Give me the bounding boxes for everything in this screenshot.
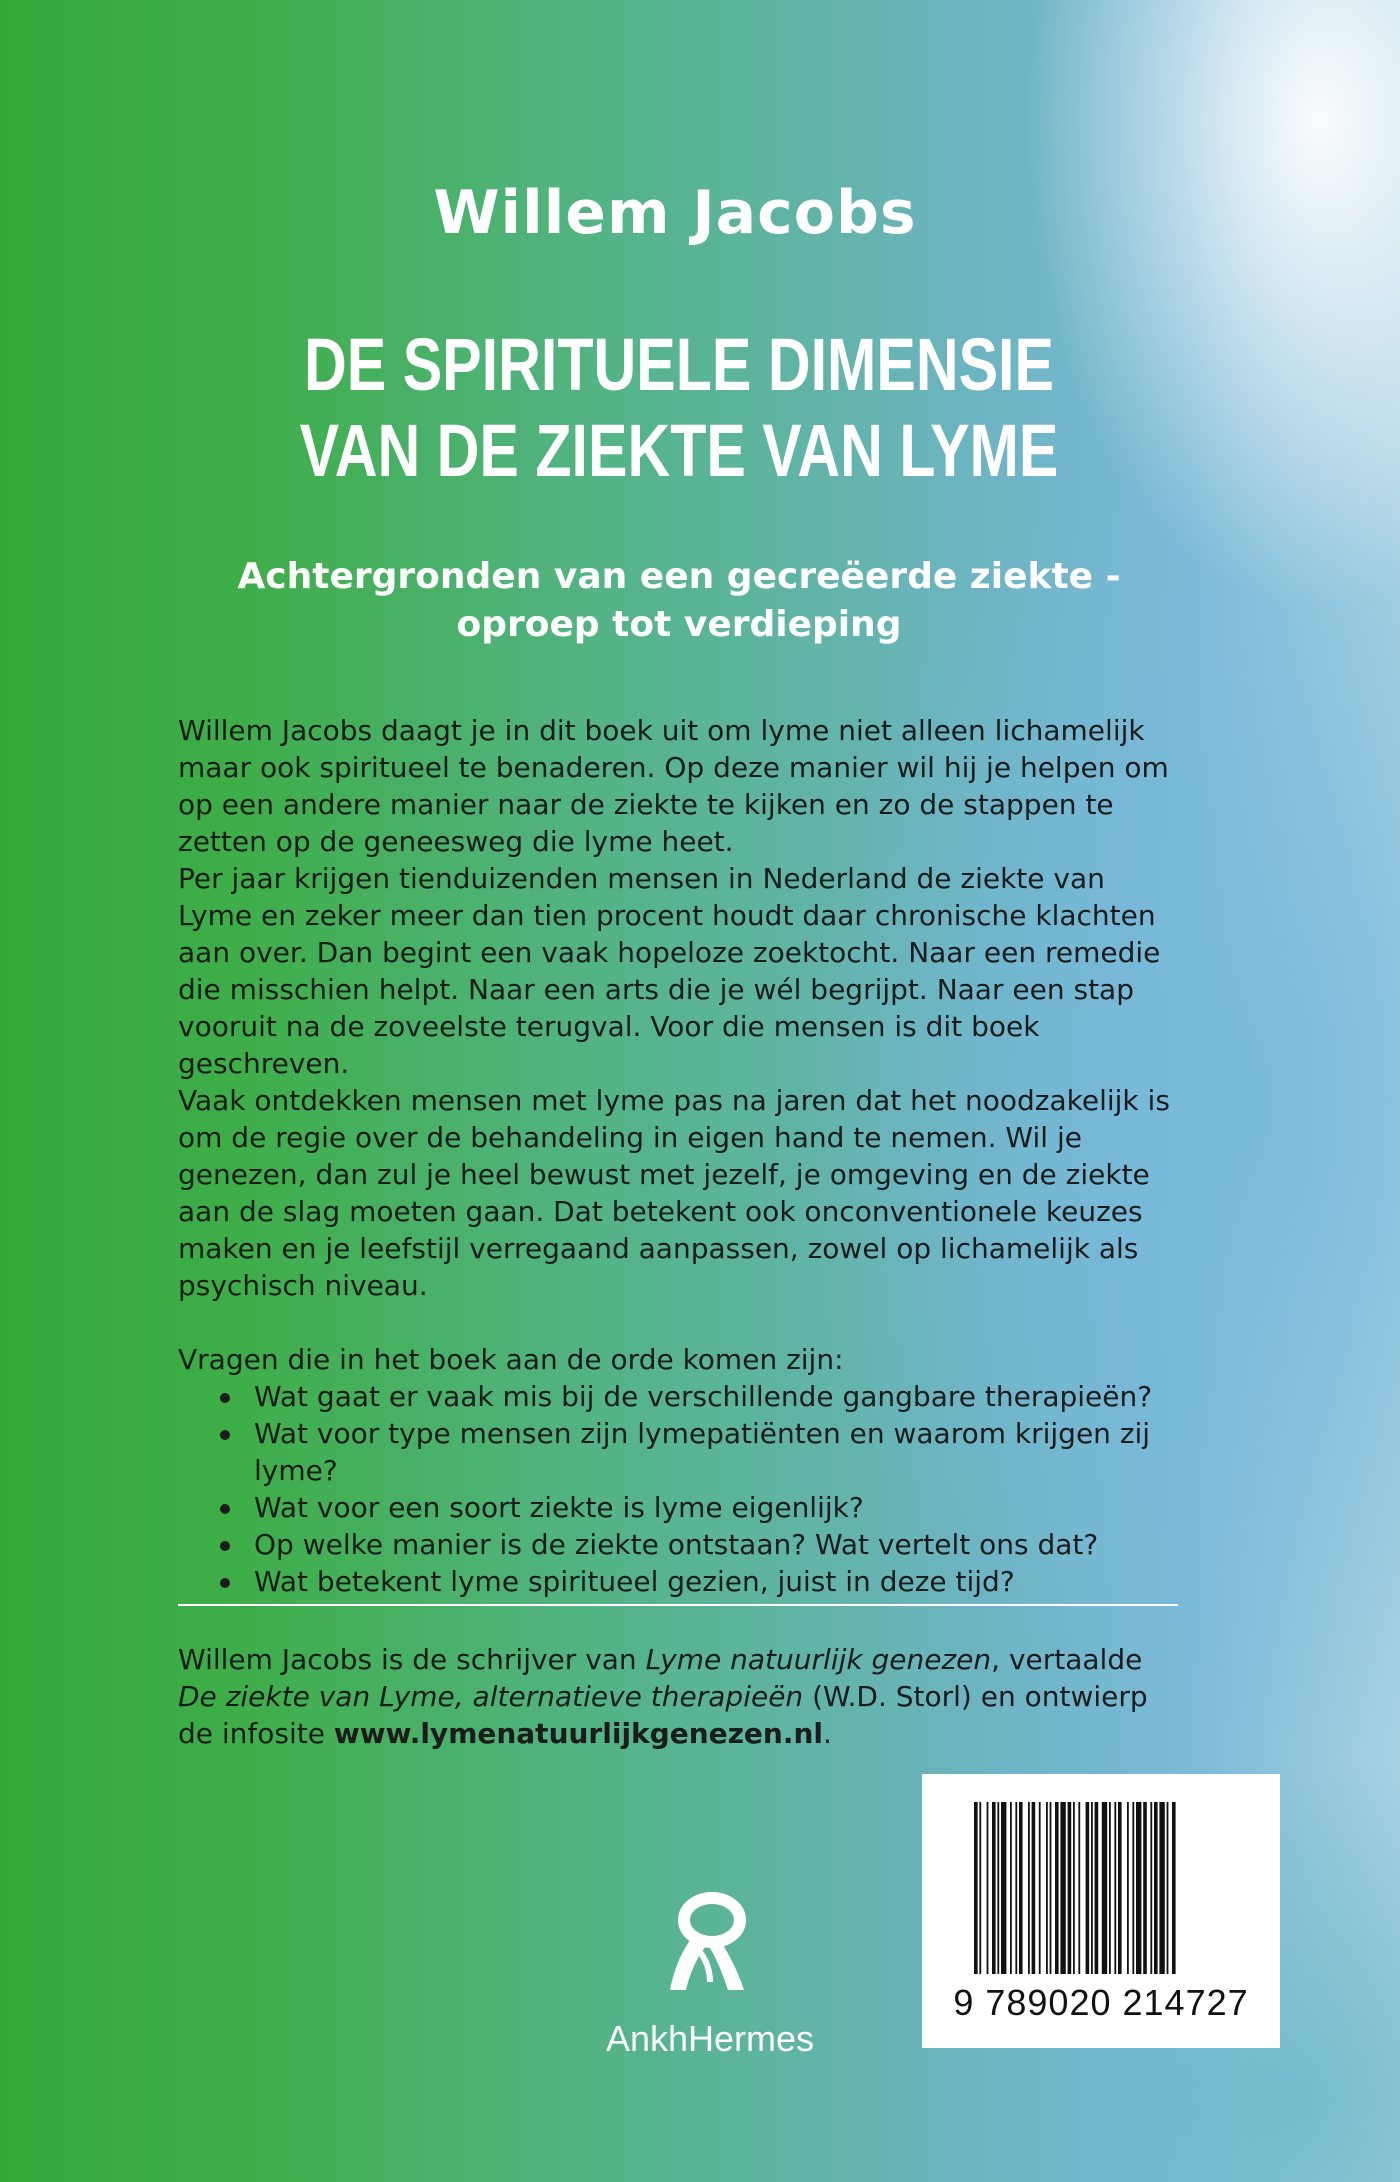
questions-intro: Vragen die in het boek aan de orde komen zijn: [178, 1343, 844, 1376]
barcode-bar [1136, 1802, 1141, 1974]
barcode-bar [1114, 1802, 1116, 1974]
barcode-bar [979, 1802, 981, 1974]
isbn-number: 9 789020 214727 [953, 1982, 1249, 2023]
barcode-bar [1010, 1802, 1012, 1974]
barcode-bar [1127, 1802, 1129, 1974]
bio-text: . [823, 1717, 832, 1750]
barcode-bar [974, 1802, 978, 1974]
book-subtitle [0, 553, 1358, 649]
barcode-bar [1032, 1802, 1036, 1974]
barcode-bar [987, 1802, 989, 1974]
barcode [922, 1774, 1280, 2048]
bio-website: www.lymenatuurlijkgenezen.nl [333, 1717, 824, 1750]
author-bio [178, 1641, 1178, 1752]
barcode-bars [974, 1802, 1230, 1974]
barcode-bar [1055, 1802, 1059, 1974]
bio-book-title: De ziekte van Lyme, alternatieve therapieën [178, 1680, 804, 1713]
barcode-bar [1167, 1802, 1169, 1974]
question-item: Wat voor type mensen zijn lymepatiënten en waarom krijgen zij lyme? [178, 1415, 1178, 1489]
barcode-bar [1039, 1802, 1041, 1974]
bio-text: Willem Jacobs is de schrijver van [178, 1643, 646, 1676]
barcode-bar [1086, 1802, 1090, 1974]
barcode-bar [1118, 1802, 1122, 1974]
question-item: Wat voor een soort ziekte is lyme eigenlijk? [178, 1489, 1178, 1526]
blurb-paragraph-1: Willem Jacobs daagt je in dit boek uit om lyme niet alleen lichamelijk maar ook spiritueel te benaderen. Op deze manier wil hij je helpen om op een andere manier naar de ziekte te kijken en zo de stappen te zetten op de geneesweg die lyme heet. [178, 714, 1169, 858]
barcode-bar [1068, 1802, 1072, 1974]
barcode-bar [1019, 1802, 1023, 1974]
barcode-bar [997, 1802, 999, 1974]
title-line-1: DE SPIRITUELE DIMENSIE [304, 323, 1054, 406]
questions-list [178, 1378, 1178, 1600]
divider-line [178, 1604, 1178, 1606]
barcode-bar [1109, 1802, 1111, 1974]
question-item: Wat betekent lyme spiritueel gezien, juist in deze tijd? [178, 1563, 1178, 1600]
question-item: Wat gaat er vaak mis bij de verschillende gangbare therapieën? [178, 1378, 1178, 1415]
author-name: Willem Jacobs [433, 178, 917, 248]
barcode-bar [1073, 1802, 1075, 1974]
barcode-bar [1095, 1802, 1099, 1974]
barcode-bar [992, 1802, 996, 1974]
barcode-bar [1001, 1802, 1006, 1974]
barcode-bar [1015, 1802, 1017, 1974]
title-line-2: VAN DE ZIEKTE VAN LYME [299, 409, 1059, 492]
barcode-bar [1078, 1802, 1080, 1974]
subtitle-line-1: Achtergronden van een gecreëerde ziekte - [237, 556, 1121, 597]
barcode-bar [1028, 1802, 1030, 1974]
bio-text: , vertaalde [991, 1643, 1143, 1676]
bio-text: (W.D. Storl) en ontwierp de infosite [178, 1680, 1148, 1750]
ankh-logo-icon [660, 1890, 760, 2000]
subtitle-line-2: oproep tot verdieping [456, 604, 902, 645]
barcode-bar [1060, 1802, 1065, 1974]
blurb-paragraph-2: Per jaar krijgen tienduizenden mensen in Nederland de ziekte van Lyme en zeker meer dan tien procent houdt daar chronische klachten aan over. Dan begint een vaak hopeloze zoektocht. Naar een remedie die misschien helpt. Naar een arts die je wél begrijpt. Naar een stap vooruit na de zoveelste terugval. Voor die mensen is dit boek geschreven. [178, 862, 1161, 1080]
barcode-bar [1154, 1802, 1158, 1974]
barcode-bar [1050, 1802, 1052, 1974]
bio-book-title: Lyme natuurlijk genezen [645, 1643, 992, 1676]
barcode-bar [1102, 1802, 1107, 1974]
barcode-bar [1046, 1802, 1048, 1974]
barcode-bar [1091, 1802, 1093, 1974]
barcode-bar [1172, 1802, 1176, 1974]
blurb [178, 712, 1178, 1600]
publisher-block [570, 1890, 850, 2070]
publisher-name: AnkhHermes [605, 2018, 815, 2059]
barcode-bar [1143, 1802, 1147, 1974]
barcode-bar [1132, 1802, 1134, 1974]
book-title [136, 322, 1222, 494]
blurb-paragraph-3: Vaak ontdekken mensen met lyme pas na jaren dat het noodzakelijk is om de regie over de behandeling in eigen hand te nemen. Wil je genezen, dan zul je heel bewust met jezelf, je omgeving en de ziekte aan de slag moeten gaan. Dat betekent ook onconventionele keuzes maken en je leefstijl verregaand aanpassen, zowel op lichamelijk als psychisch niveau. [178, 1084, 1170, 1302]
barcode-bar [1150, 1802, 1152, 1974]
barcode-bar [1159, 1802, 1164, 1974]
question-item: Op welke manier is de ziekte ontstaan? Wat vertelt ons dat? [178, 1526, 1178, 1563]
